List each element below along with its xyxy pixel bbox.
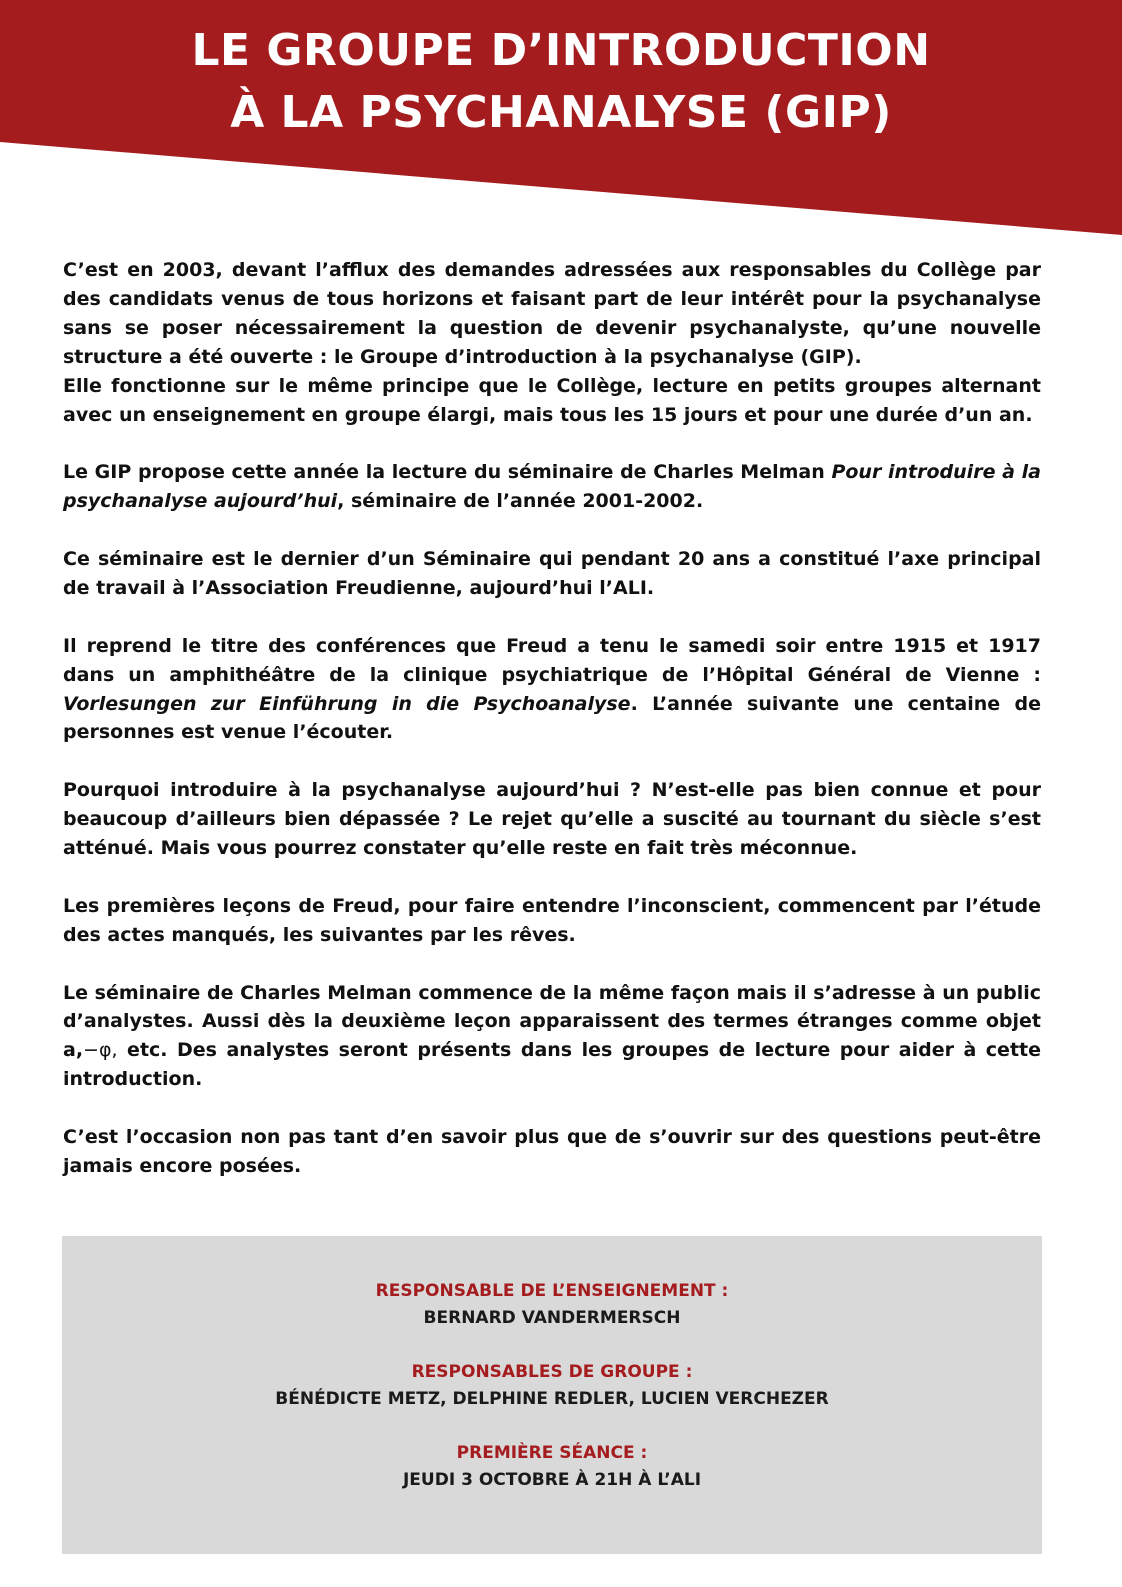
title-line-2: À LA PSYCHANALYSE (GIP): [230, 87, 892, 138]
paragraph-3-text: Le GIP propose cette année la lecture du séminaire de Charles Melman: [63, 461, 832, 484]
session-value: JEUDI 3 OCTOBRE À 21H À L’ALI: [402, 1470, 702, 1490]
seminar-title: Pour introduire à la psychanalyse aujourd’hui: [63, 461, 1041, 513]
freud-lectures-title: Vorlesungen zur Einführung in die Psychoanalyse: [63, 692, 631, 715]
groups-info: [62, 1359, 1042, 1413]
main-text: [63, 256, 1041, 1181]
paragraph-4: Ce séminaire est le dernier d’un Séminaire qui pendant 20 ans a constitué l’axe principal de travail à l’Association Freudienne, aujourd’hui l’ALI.: [63, 548, 1041, 599]
paragraph-7: Les premières leçons de Freud, pour faire entendre l’inconscient, commencent par l’étude des actes manqués, les suivantes par les rêves.: [63, 894, 1041, 946]
paragraph-5-text: Il reprend le titre des conférences que Freud a tenu le samedi soir entre 1915 et 1917 dans un amphithéâtre de la clinique psychiatrique de l’Hôpital Général de Vienne :: [63, 634, 1041, 686]
page-title: [0, 20, 1122, 144]
paragraph-5-end: . L’année suivante une centaine de personnes est venue l’écouter.: [63, 692, 1041, 744]
session-info: [62, 1440, 1042, 1494]
title-line-1: LE GROUPE D’INTRODUCTION: [191, 25, 931, 76]
teaching-value: BERNARD VANDERMERSCH: [423, 1308, 681, 1328]
teaching-label: RESPONSABLE DE L’ENSEIGNEMENT :: [375, 1281, 729, 1301]
info-box: [62, 1236, 1042, 1554]
paragraph-5: [63, 632, 1041, 748]
paragraph-2: Elle fonctionne sur le même principe que le Collège, lecture en petits groupes alternant avec un enseignement en groupe élargi, mais tous les 15 jours et pour une durée d’un an.: [63, 374, 1041, 426]
minus-phi-symbol: −φ,: [83, 1039, 118, 1062]
paragraph-8-end: etc. Des analystes seront présents dans les groupes de lecture pour aider à cette introduction.: [63, 1039, 1041, 1091]
paragraph-6: Pourquoi introduire à la psychanalyse aujourd’hui ? N’est-elle pas bien connue et pour beaucoup d’ailleurs bien dépassée ? Le rejet qu’elle a suscité au tournant du siècle s’est atténué. Mais vous pourrez constater qu’elle reste en fait très méconnue.: [63, 779, 1041, 860]
groups-value: BÉNÉDICTE METZ, DELPHINE REDLER, LUCIEN VERCHEZER: [275, 1389, 829, 1409]
paragraph-3: [63, 458, 1041, 516]
teaching-info: [62, 1278, 1042, 1332]
groups-label: RESPONSABLES DE GROUPE :: [411, 1362, 693, 1382]
paragraph-1: C’est en 2003, devant l’afflux des demandes adressées aux responsables du Collège par des candidats venus de tous horizons et faisant part de leur intérêt pour la psychanalyse sans se poser nécessairement la question de devenir psychanalyste, qu’une nouvelle structure a été ouverte : le Groupe d’introduction à la psychanalyse (GIP).: [63, 259, 1041, 368]
session-label: PREMIÈRE SÉANCE :: [456, 1443, 648, 1463]
paragraph-8-text: Le séminaire de Charles Melman commence de la même façon mais il s’adresse à un public d’analystes. Aussi dès la deuxième leçon apparaissent des termes étranges comme objet a,: [63, 981, 1041, 1062]
paragraph-8: [63, 979, 1041, 1095]
paragraph-3-end: , séminaire de l’année 2001-2002.: [337, 490, 704, 513]
paragraph-9: C’est l’occasion non pas tant d’en savoir plus que de s’ouvrir sur des questions peut-être jamais encore posées.: [63, 1126, 1041, 1177]
